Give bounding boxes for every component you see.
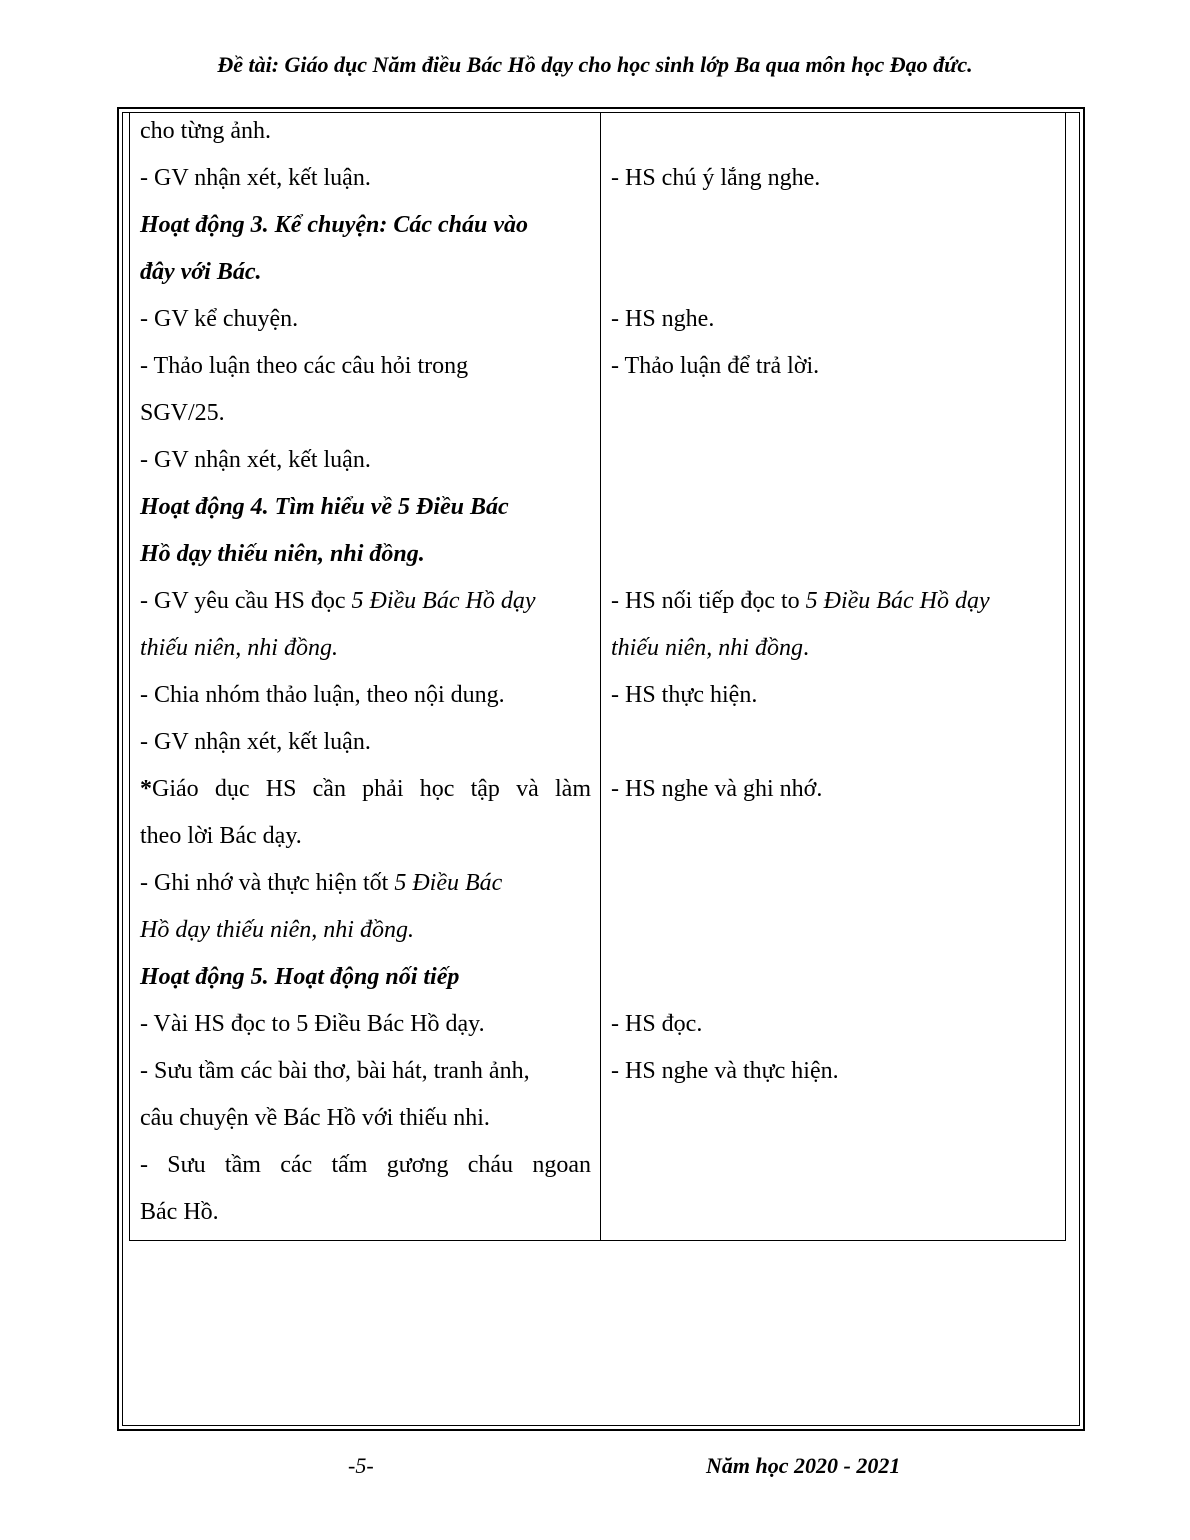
teacher-line: Hồ dạy thiếu niên, nhi đồng. — [140, 917, 414, 943]
student-line: - HS nghe và thực hiện. — [611, 1058, 839, 1084]
document-header: Đề tài: Giáo dục Năm điều Bác Hồ dạy cho học sinh lớp Ba qua môn học Đạo đức. — [217, 52, 973, 77]
teacher-line — [140, 766, 591, 813]
student-line: - HS đọc. — [611, 1011, 703, 1037]
teacher-text-italic: 5 Điều Bác Hồ dạy — [351, 588, 536, 614]
teacher-line — [140, 578, 591, 625]
student-line: - Thảo luận để trả lời. — [611, 353, 820, 379]
teacher-line: - Vài HS đọc to 5 Điều Bác Hồ dạy. — [140, 1011, 485, 1037]
student-line — [611, 625, 1051, 672]
student-line: - HS nghe và ghi nhớ. — [611, 776, 823, 802]
asterisk-marker: * — [140, 776, 152, 802]
student-activities-column — [611, 108, 1051, 1095]
teacher-line: theo lời Bác dạy. — [140, 823, 302, 849]
school-year: Năm học 2020 - 2021 — [706, 1453, 901, 1478]
teacher-line: - GV kể chuyện. — [140, 306, 299, 332]
teacher-line: - Sưu tầm các tấm gương cháu ngoan — [140, 1152, 591, 1178]
student-text: - HS nối tiếp đọc to — [611, 588, 806, 614]
activity-5-heading: Hoạt động 5. Hoạt động nối tiếp — [140, 964, 460, 990]
teacher-line: - GV nhận xét, kết luận. — [140, 447, 371, 473]
activity-4-heading-cont: Hồ dạy thiếu niên, nhi đồng. — [140, 541, 425, 567]
teacher-line — [140, 860, 591, 907]
teacher-text: Giáo dục HS cần phải học tập và làm — [152, 776, 591, 802]
teacher-text-italic: 5 Điều Bác — [394, 870, 503, 896]
student-text-italic: thiếu niên, nhi đồng — [611, 635, 803, 661]
activity-3-heading: Hoạt động 3. Kể chuyện: Các cháu vào — [140, 212, 528, 238]
student-line: - HS nghe. — [611, 306, 715, 332]
student-text: . — [802, 635, 809, 661]
activity-3-heading-cont: đây với Bác. — [140, 259, 262, 285]
teacher-line: - Sưu tầm các bài thơ, bài hát, tranh ảnh, — [140, 1058, 530, 1084]
teacher-line: SGV/25. — [140, 400, 225, 426]
teacher-line: cho từng ảnh. — [140, 118, 271, 144]
student-line: - HS thực hiện. — [611, 682, 758, 708]
activity-4-heading: Hoạt động 4. Tìm hiểu về 5 Điều Bác — [140, 494, 509, 520]
teacher-line: - Thảo luận theo các câu hỏi trong — [140, 353, 469, 379]
teacher-text: - Ghi nhớ và thực hiện tốt — [140, 870, 395, 896]
teacher-line: Bác Hồ. — [140, 1199, 219, 1225]
student-text-italic: 5 Điều Bác Hồ dạy — [805, 588, 990, 614]
page-number: -5- — [348, 1453, 374, 1478]
teacher-line: thiếu niên, nhi đồng. — [140, 635, 338, 661]
teacher-line: câu chuyện về Bác Hồ với thiếu nhi. — [140, 1105, 490, 1131]
teacher-line: - GV nhận xét, kết luận. — [140, 165, 371, 191]
table-column-divider — [600, 112, 601, 1241]
teacher-line: - GV nhận xét, kết luận. — [140, 729, 371, 755]
student-line — [611, 578, 1051, 625]
student-line: - HS chú ý lắng nghe. — [611, 165, 821, 191]
teacher-line: - Chia nhóm thảo luận, theo nội dung. — [140, 682, 505, 708]
teacher-activities-column — [140, 108, 591, 1236]
teacher-text: - GV yêu cầu HS đọc — [140, 588, 352, 614]
